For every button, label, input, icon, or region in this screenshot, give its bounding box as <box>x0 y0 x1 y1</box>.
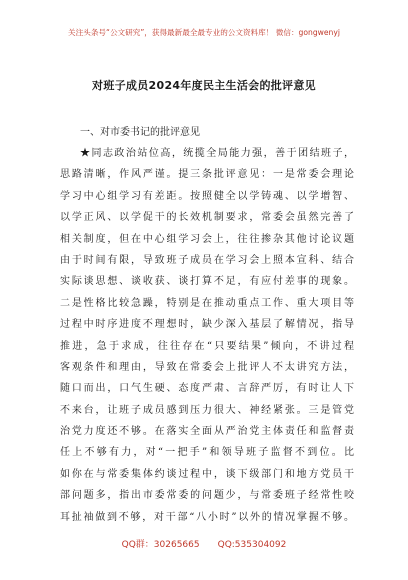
footer-qq-group: QQ群：30265665 <box>121 540 200 550</box>
text-line: 不来台，让班子成员感到压力很大、神经紧张。三是管党 <box>60 404 354 416</box>
text-line: 部问题多，指出市委常委的问题少，与常委班子经常性咬 <box>60 490 354 502</box>
footer-qq-number: QQ:535304092 <box>217 540 287 550</box>
text-line: 如你在与常委集体约谈过程中，谈下级部门和地方党员干 <box>60 468 354 480</box>
text-line: 客观条件和理由，导致在常委会上批评人不太讲究方法， <box>60 361 354 373</box>
text-line: 二是性格比较急躁，特别是在推动重点工作、重大项目等 <box>60 297 354 309</box>
text-line: 任上不够有力，对“一把手”和领导班子监督不到位。比 <box>60 447 354 459</box>
text-line: 过程中时序进度不理想时，缺少深入基层了解情况，指导 <box>60 319 354 331</box>
text-line: 推进，急于求成，往往存在“只要结果”倾向，不讲过程 <box>60 340 354 352</box>
text-line: 耳扯袖做到不够，对干部“八小时”以外的情况掌握不够。 <box>60 511 354 523</box>
text-line: 思路清晰，作风严谨。提三条批评意见：一是常委会理论 <box>60 169 354 181</box>
document-title: 对班子成员2024年度民主生活会的批评意见 <box>92 79 316 92</box>
text-line: 相关制度，但在中心组学习会上，往往掺杂其他讨论议题 <box>60 233 354 245</box>
text-line: 学习中心组学习有差距。按照健全以学铸魂、以学增智、 <box>60 190 354 202</box>
text-line: 由于时间有限，导致班子成员在学习会上照本宣科、结合 <box>60 254 354 266</box>
text-line: ★同志政治站位高，统揽全局能力强，善于团结班子， <box>80 148 354 159</box>
footer-contact <box>0 537 408 550</box>
text-line: 以学正风、以学促干的长效机制要求，常委会虽然完善了 <box>60 212 354 224</box>
text-line: 治党力度还不够。在落实全面从严治党主体责任和监督责 <box>60 426 354 438</box>
text-line: 随口而出，口气生硬、态度严肃、言辞严厉，有时让人下 <box>60 383 354 395</box>
section-heading: 一、对市委书记的批评意见 <box>80 127 200 138</box>
text-line: 实际谈思想、谈收获、谈打算不足，有应付差事的现象。 <box>60 276 354 288</box>
body-paragraph <box>60 143 354 528</box>
promo-banner: 关注头条号“公文研究”，获得最新最全最专业的公文资料库！ 微信：gongwenyj <box>68 28 340 37</box>
